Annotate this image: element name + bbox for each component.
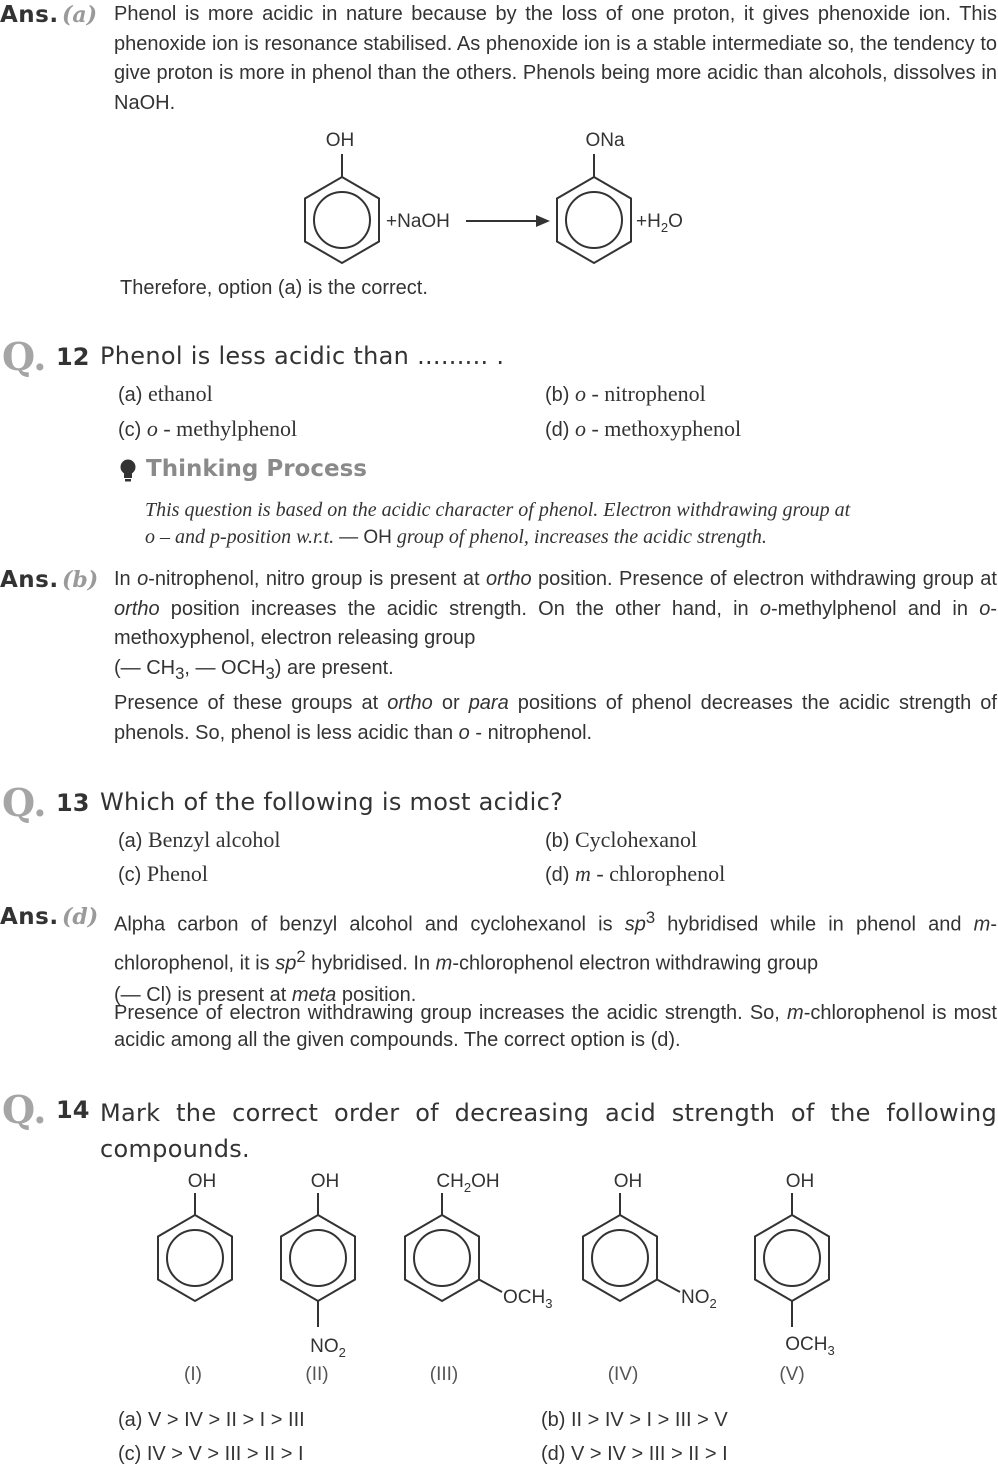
svg-text:(III): (III) bbox=[429, 1364, 459, 1385]
svg-text:(I): (I) bbox=[184, 1364, 202, 1385]
option-c: (c) IV > V > III > II > I bbox=[118, 1443, 304, 1465]
svg-text:OH: OH bbox=[187, 1171, 217, 1192]
compound-i bbox=[158, 1171, 232, 1385]
svg-text:CH2OH: $CH_2OH$ bbox=[436, 1171, 500, 1195]
answer-option: (d) bbox=[62, 904, 99, 930]
svg-text:OH: OH bbox=[785, 1171, 815, 1192]
option-d: (d) m - chlorophenol bbox=[545, 861, 726, 886]
svg-text:NO2: $NO_2$ bbox=[310, 1336, 346, 1360]
question-mark: Q. bbox=[2, 334, 47, 379]
answer-11-text: Phenol is more acidic in nature because by the loss of one proton, it gives phenoxide ion. This phenoxide ion is resonance stabilised. As phenoxide ion is a stable intermediate so, the tendency to give proton is more in phenol than the others. Phenols being more acidic than alcohols, dissolves in NaOH. bbox=[114, 3, 997, 114]
reaction-arrow bbox=[466, 215, 550, 227]
thinking-process-line-1: This question is based on the acidic character of phenol. Electron withdrawing group at bbox=[145, 499, 851, 521]
question-13-text: Which of the following is most acidic? bbox=[100, 788, 564, 816]
ona-group-label: ONa bbox=[585, 130, 625, 151]
answer-13-paragraph-2: Presence of electron withdrawing group increases the acidic strength. So, m-chlorophenol is most acidic among all the given compounds. The correct option is (d). bbox=[114, 1002, 997, 1051]
option-d: (d) o - methoxyphenol bbox=[545, 416, 742, 441]
answer-option: (b) bbox=[62, 567, 99, 593]
svg-text:OCH3: $OCH_3$ bbox=[503, 1287, 553, 1311]
compound-iv bbox=[583, 1171, 717, 1385]
option-d: (d) V > IV > III > II > I bbox=[541, 1443, 728, 1465]
option-b: (b) o - nitrophenol bbox=[545, 381, 706, 406]
thinking-process-title: Thinking Process bbox=[146, 456, 367, 482]
option-a: (a) V > IV > II > I > III bbox=[118, 1409, 305, 1431]
answer-label: Ans. bbox=[0, 2, 59, 28]
question-number: 13 bbox=[56, 789, 90, 817]
option-c: (c) o - methylphenol bbox=[118, 416, 298, 441]
question-14-text: Mark the correct order of decreasing acid strength of the following compounds. bbox=[100, 1099, 997, 1163]
svg-text:NO2: $NO_2$ bbox=[681, 1287, 717, 1311]
option-a: (a) Benzyl alcohol bbox=[118, 827, 281, 852]
byproduct-label: $+H_2O$ bbox=[636, 211, 683, 235]
option-b: (b) Cyclohexanol bbox=[545, 827, 698, 852]
svg-text:(V): (V) bbox=[779, 1364, 805, 1385]
reagent-label: +NaOH bbox=[386, 211, 450, 232]
compound-ii bbox=[281, 1171, 355, 1385]
svg-text:(IV): (IV) bbox=[607, 1364, 639, 1385]
compound-v bbox=[755, 1171, 835, 1385]
sodium-phenoxide-structure bbox=[557, 130, 631, 263]
svg-text:(II): (II) bbox=[305, 1364, 329, 1385]
question-12-text: Phenol is less acidic than ......... . bbox=[100, 342, 505, 370]
answer-option: (a) bbox=[62, 2, 98, 28]
lightbulb-icon bbox=[118, 458, 138, 484]
phenol-structure bbox=[305, 130, 379, 263]
option-c: (c) Phenol bbox=[118, 861, 208, 886]
reaction-diagram bbox=[290, 125, 710, 270]
compound-iii bbox=[405, 1171, 552, 1385]
answer-12-paragraph-2: Presence of these groups at ortho or para positions of phenol decreases the acidic strength of phenols. So, phenol is less acidic than o - nitrophenol. bbox=[114, 692, 997, 744]
thinking-process-line-2: o – and p-position w.r.t. — OH group of phenol, increases the acidic strength. bbox=[145, 526, 767, 548]
answer-11-conclusion: Therefore, option (a) is the correct. bbox=[120, 277, 428, 299]
question-mark: Q. bbox=[2, 1087, 47, 1132]
answer-12-paragraph-1: In o-nitrophenol, nitro group is present at ortho position. Presence of electron withdrawing group at ortho position increases the acidic strength. On the other hand, in o-methylphenol and in o-methoxyphenol, electron releasing group (— $CH_3$, — $OCH_3$) are present. bbox=[114, 568, 997, 683]
option-b: (b) II > IV > I > III > V bbox=[541, 1409, 728, 1431]
question-number: 14 bbox=[56, 1096, 90, 1124]
question-number: 12 bbox=[56, 343, 90, 371]
oh-group-label: OH bbox=[325, 130, 355, 151]
answer-label: Ans. bbox=[0, 567, 59, 593]
svg-text:OH: OH bbox=[613, 1171, 643, 1192]
option-a: (a) ethanol bbox=[118, 381, 213, 406]
svg-text:OCH3: $OCH_3$ bbox=[785, 1334, 835, 1358]
svg-text:OH: OH bbox=[310, 1171, 340, 1192]
question-mark: Q. bbox=[2, 780, 47, 825]
answer-13-paragraph-1: Alpha carbon of benzyl alcohol and cyclohexanol is $sp^3$ hybridised while in phenol and m-chlorophenol, it is $sp^2$ hybridised. In m-chlorophenol electron withdrawing group (— Cl) is present at meta position. bbox=[114, 908, 997, 1007]
answer-label: Ans. bbox=[0, 904, 59, 930]
compounds-diagram bbox=[140, 1165, 860, 1395]
